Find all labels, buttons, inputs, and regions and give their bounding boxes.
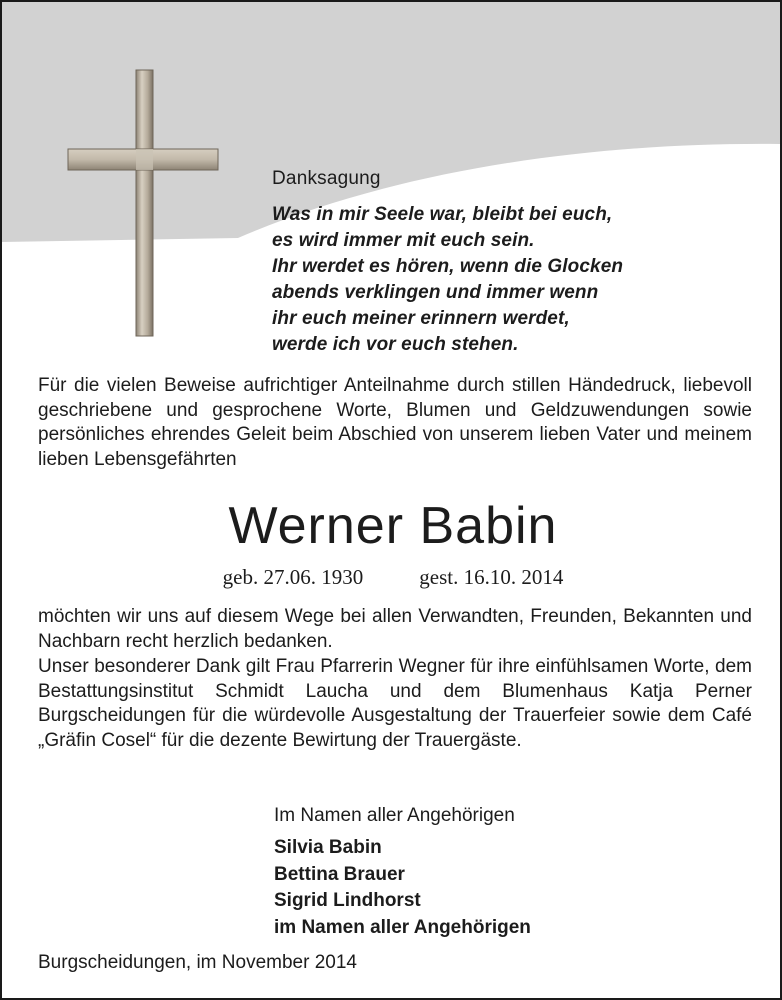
intro-paragraph: Für die vielen Beweise aufrichtiger Anteilnahme durch stillen Händedruck, liebevoll geschriebene und gesprochene Worte, Blumen und Geldzuwendungen sowie persönliches ehrendes Geleit beim Abschied von unserem lieben Vater und meinem lieben Lebensgefährten — [38, 375, 752, 470]
memorial-poem — [272, 202, 623, 358]
deceased-name: Werner Babin — [228, 497, 558, 555]
place-and-date: Burgscheidungen, im November 2014 — [38, 952, 357, 973]
signer-name: Silvia Babin — [274, 837, 382, 858]
poem-line: ihr euch meiner erinnern werdet, — [272, 308, 570, 329]
wooden-cross-icon — [66, 68, 220, 338]
life-dates — [2, 565, 782, 590]
special-thanks-paragraph: Unser besonderer Dank gilt Frau Pfarrerin Wegner für ihre einfühlsamen Worte, dem Bestattungsinstitut Schmidt Laucha und dem Blumenhaus Katja Perner Burgscheidungen für die würdevolle Ausgestaltung der Trauerfeier sowie dem Café „Gräfin Cosel“ für die dezente Bewirtung der Trauergäste. — [38, 656, 752, 751]
poem-line: Ihr werdet es hören, wenn die Glocken — [272, 256, 624, 277]
thanks-paragraph: möchten wir uns auf diesem Wege bei allen Verwandten, Freunden, Bekannten und Nachbarn recht herzlich bedanken. — [38, 606, 752, 652]
signer-name: Sigrid Lindhorst — [274, 890, 421, 911]
signature-intro: Im Namen aller Angehörigen — [274, 805, 515, 826]
heading-danksagung: Danksagung — [272, 168, 381, 189]
birth-date: geb. 27.06. 1930 — [222, 565, 364, 589]
poem-line: abends verklingen und immer wenn — [272, 282, 599, 303]
poem-line: Was in mir Seele war, bleibt bei euch, — [272, 204, 613, 225]
death-date: gest. 16.10. 2014 — [419, 565, 564, 589]
signer-list — [274, 835, 531, 941]
poem-line: es wird immer mit euch sein. — [272, 230, 535, 251]
signer-name: im Namen aller Angehörigen — [274, 916, 531, 938]
signer-name: Bettina Brauer — [274, 863, 405, 885]
poem-line: werde ich vor euch stehen. — [272, 334, 519, 355]
